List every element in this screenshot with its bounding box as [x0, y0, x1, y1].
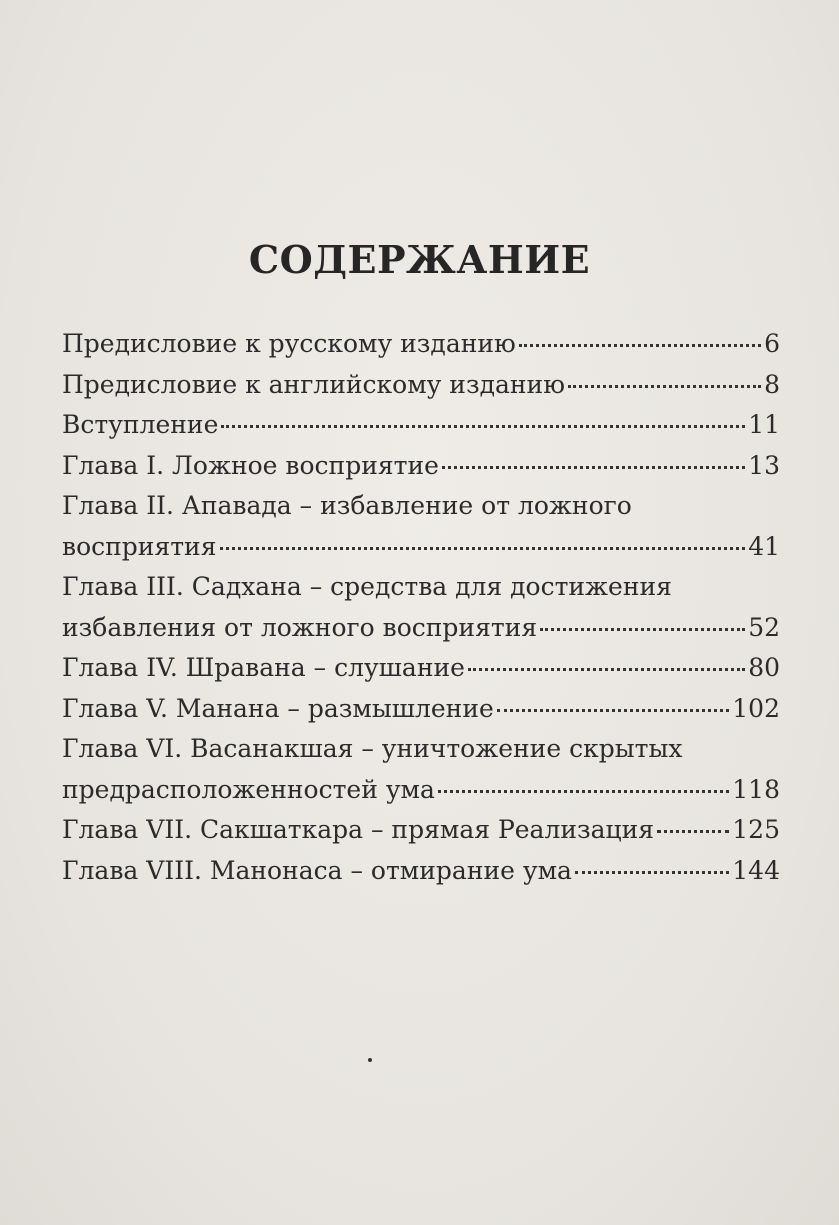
toc-entry[interactable]	[62, 648, 780, 689]
page-title: СОДЕРЖАНИЕ	[248, 237, 591, 283]
toc-entry-title-line: Глава III. Садхана – средства для достижения	[62, 572, 672, 601]
toc-entry[interactable]	[62, 486, 780, 567]
table-of-contents	[62, 324, 780, 891]
toc-entry[interactable]	[62, 567, 780, 648]
toc-entry[interactable]	[62, 405, 780, 446]
toc-entry-title-line: Глава VII. Сакшаткара – прямая Реализация	[62, 815, 655, 844]
toc-entry[interactable]	[62, 810, 780, 851]
dot-leader	[468, 667, 745, 671]
toc-entry[interactable]	[62, 851, 780, 892]
toc-entry-title-line: избавления от ложного восприятия	[62, 612, 538, 642]
toc-page-number: 41	[748, 531, 780, 561]
toc-entry-title-line: Глава VIII. Манонаса – отмирание ума	[62, 855, 572, 885]
toc-page-number: 13	[748, 450, 780, 480]
toc-entry[interactable]	[62, 729, 780, 810]
dot-leader	[540, 627, 745, 631]
toc-page-number: 102	[732, 693, 780, 723]
toc-entry-title-line: Глава I. Ложное восприятие	[62, 450, 439, 480]
toc-entry-row	[62, 405, 780, 446]
dot-leader	[221, 424, 745, 428]
toc-page-number: 118	[732, 774, 780, 804]
toc-entry-row	[62, 770, 780, 811]
toc-entry[interactable]	[62, 689, 780, 730]
toc-page-number: 11	[748, 410, 780, 439]
toc-entry-row	[62, 648, 780, 689]
dot-leader	[442, 465, 745, 469]
toc-entry-title-line: Предисловие к русскому изданию	[62, 329, 516, 358]
dot-leader	[438, 789, 729, 793]
toc-entry-row	[62, 446, 780, 487]
toc-entry-title-line: восприятия	[62, 531, 217, 561]
toc-entry[interactable]	[62, 324, 780, 365]
dot-leader	[497, 708, 729, 712]
toc-page-number: 52	[748, 612, 780, 642]
toc-entry-title-line: Глава II. Апавада – избавление от ложного	[62, 491, 632, 520]
toc-entry-title-line: Глава VI. Васанакшая – уничтожение скрытых	[62, 734, 683, 763]
toc-entry[interactable]	[62, 446, 780, 487]
toc-entry-title-line: Предисловие к английскому изданию	[62, 369, 565, 399]
toc-page-number: 8	[764, 369, 780, 399]
toc-page-number: 144	[732, 855, 780, 885]
toc-entry-row	[62, 324, 780, 365]
dot-leader	[519, 343, 761, 347]
toc-entry-row	[62, 851, 780, 892]
toc-page-number: 125	[732, 815, 780, 844]
dot-leader	[568, 384, 761, 388]
toc-page-number: 6	[764, 329, 780, 358]
toc-entry-row	[62, 365, 780, 406]
toc-entry-row	[62, 689, 780, 730]
toc-entry-title-line: Глава V. Манана – размышление	[62, 693, 494, 723]
toc-entry-title-line: Вступление	[62, 410, 219, 439]
dot-leader	[657, 829, 729, 833]
toc-page-number: 80	[748, 653, 780, 682]
toc-entry-row	[62, 608, 780, 649]
toc-entry-row	[62, 527, 780, 568]
toc-entry-row	[62, 810, 780, 851]
toc-entry-title-line: предрасположенностей ума	[62, 774, 435, 804]
dot-leader	[575, 870, 729, 874]
toc-entry-title-line: Глава IV. Шравана – слушание	[62, 653, 465, 682]
dot-leader	[220, 546, 746, 550]
toc-entry[interactable]	[62, 365, 780, 406]
ink-speck	[368, 1058, 372, 1062]
